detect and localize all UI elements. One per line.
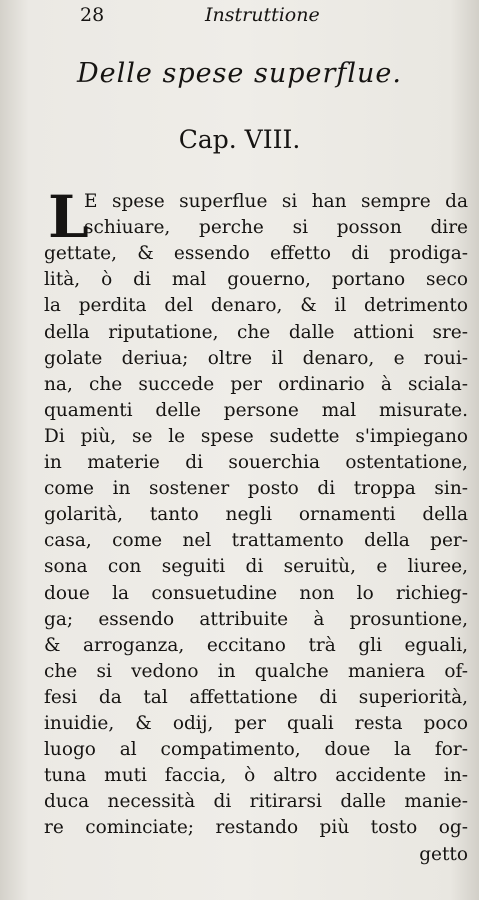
text-line: tuna muti faccia, ò altro accidente in- [44, 765, 468, 787]
catchword: getto [419, 843, 468, 865]
text-line: na, che succede per ordinario à sciala- [44, 373, 468, 395]
section-title: Delle spese superflue. [77, 58, 402, 89]
text-line: la perdita del denaro, & il detrimento [44, 295, 468, 317]
chapter-heading: Cap. VIII. [178, 125, 301, 154]
text-line: & arroganza, eccitano trà gli eguali, [44, 634, 468, 656]
text-line: golate deriua; oltre il denaro, e roui- [44, 347, 468, 369]
text-line: quamenti delle persone mal misurate. [44, 399, 468, 421]
text-line: re cominciate; restando più tosto og- [44, 817, 468, 839]
text-line: inuidie, & odij, per quali resta poco [44, 713, 468, 734]
text-line: E spese superflue si han sempre da [84, 191, 468, 212]
text-line: che si vedono in qualche maniera of- [44, 660, 468, 682]
text-line: schiuare, perche si posson dire [84, 217, 468, 239]
text-line: casa, come nel trattamento della per- [44, 530, 468, 552]
text-line: lità, ò di mal gouerno, portano seco [44, 269, 468, 291]
text-line: sona con seguiti di seruitù, e liuree, [44, 556, 468, 578]
text-line: come in sostener posto di troppa sin- [44, 478, 468, 500]
drop-cap: L [48, 183, 89, 251]
text-line: fesi da tal affettatione di superiorità, [44, 686, 468, 708]
running-head: Instruttione [205, 4, 320, 26]
page-number: 28 [80, 4, 105, 26]
text-line: Di più, se le spese sudette s'impiegano [44, 425, 468, 447]
text-line: golarità, tanto negli ornamenti della [44, 504, 468, 526]
page-header [0, 4, 479, 30]
text-line: duca necessità di ritirarsi dalle manie- [44, 791, 468, 813]
text-line: in materie di souerchia ostentatione, [44, 452, 468, 473]
text-line: ga; essendo attribuite à prosuntione, [44, 608, 468, 630]
text-line: della riputatione, che dalle attioni sre- [44, 321, 468, 343]
text-line: gettate, & essendo effetto di prodiga- [44, 243, 468, 265]
text-line: doue la consuetudine non lo richieg- [44, 582, 468, 604]
text-line: luogo al compatimento, doue la for- [44, 739, 468, 761]
